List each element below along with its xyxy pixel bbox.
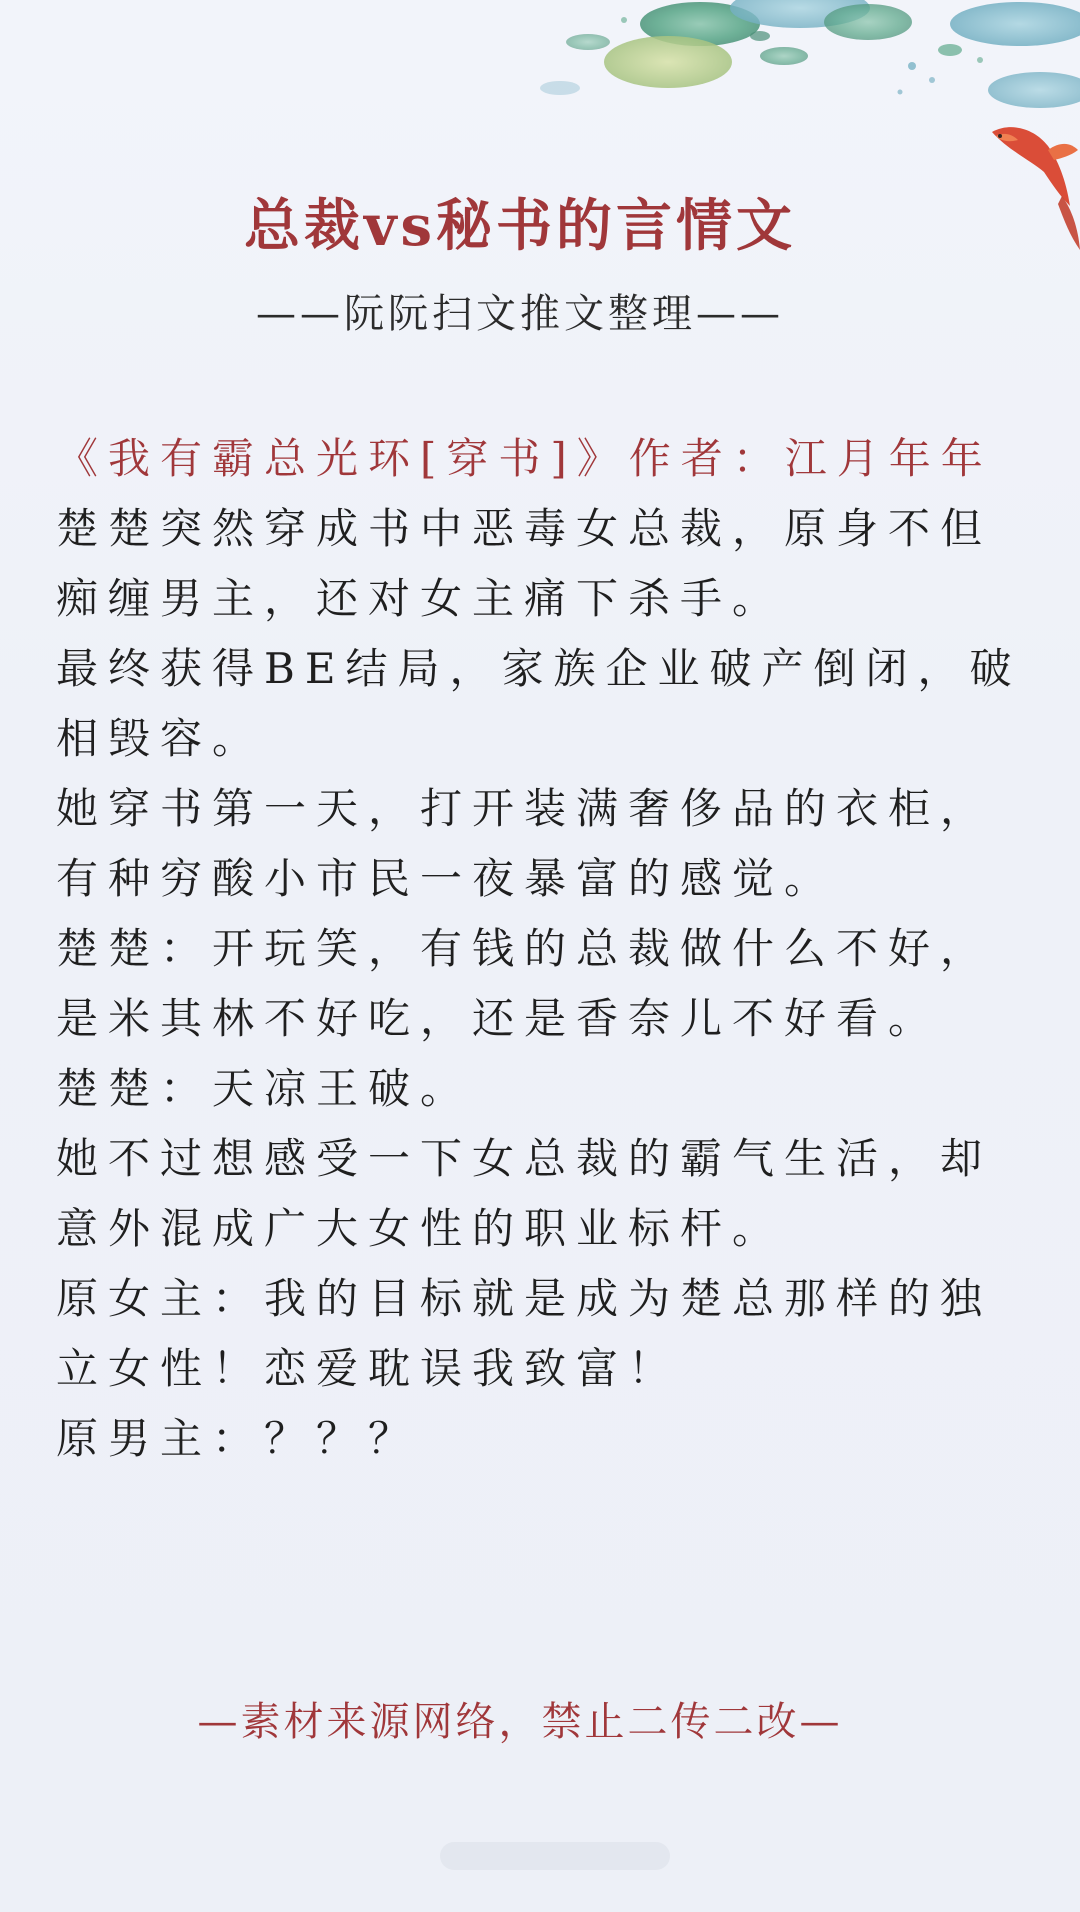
- water-dot: [977, 57, 983, 63]
- lotus-leaf: [750, 31, 770, 41]
- watermark: [440, 1842, 670, 1870]
- water-dot: [898, 90, 903, 95]
- lotus-leaf: [604, 36, 732, 88]
- paragraph: 楚楚突然穿成书中恶毒女总裁，原身不但痴缠男主，还对女主痛下杀手。: [56, 504, 993, 623]
- paragraph: 原男主：？？？: [56, 1414, 421, 1463]
- water-dot: [621, 17, 627, 23]
- paragraph: 楚楚：开玩笑，有钱的总裁做什么不好，是米其林不好吃，还是香奈儿不好看。: [56, 924, 993, 1043]
- paragraph: 她不过想感受一下女总裁的霸气生活，却意外混成广大女性的职业标杆。: [56, 1134, 993, 1253]
- book-title-author: 《我有霸总光环[穿书]》作者：江月年年: [56, 434, 993, 483]
- page-subtitle: ——阮阮扫文推文整理——: [256, 291, 784, 337]
- lotus-leaf: [760, 47, 808, 65]
- page-title: 总裁vs秘书的言情文: [243, 193, 797, 259]
- lotus-leaf: [566, 34, 610, 50]
- lotus-leaf: [730, 0, 870, 28]
- lotus-leaf: [540, 81, 580, 95]
- lotus-leaf: [950, 2, 1080, 46]
- paragraph: 原女主：我的目标就是成为楚总那样的独立女性！恋爱耽误我致富！: [56, 1274, 993, 1393]
- lotus-leaf: [824, 4, 912, 40]
- water-dot: [908, 62, 916, 70]
- paragraph: 她穿书第一天，打开装满奢侈品的衣柜，有种穷酸小市民一夜暴富的感觉。: [56, 784, 993, 903]
- paragraph: 楚楚：天凉王破。: [56, 1064, 473, 1113]
- lotus-leaf: [988, 72, 1080, 108]
- article-body: [56, 424, 1024, 1474]
- paragraph: 最终获得BE结局，家族企业破产倒闭，破相毁容。: [56, 644, 1022, 763]
- source-notice: —素材来源网络，禁止二传二改—: [197, 1699, 843, 1745]
- water-dot: [929, 77, 935, 83]
- lotus-leaf: [938, 44, 962, 56]
- lotus-leaf: [640, 2, 760, 46]
